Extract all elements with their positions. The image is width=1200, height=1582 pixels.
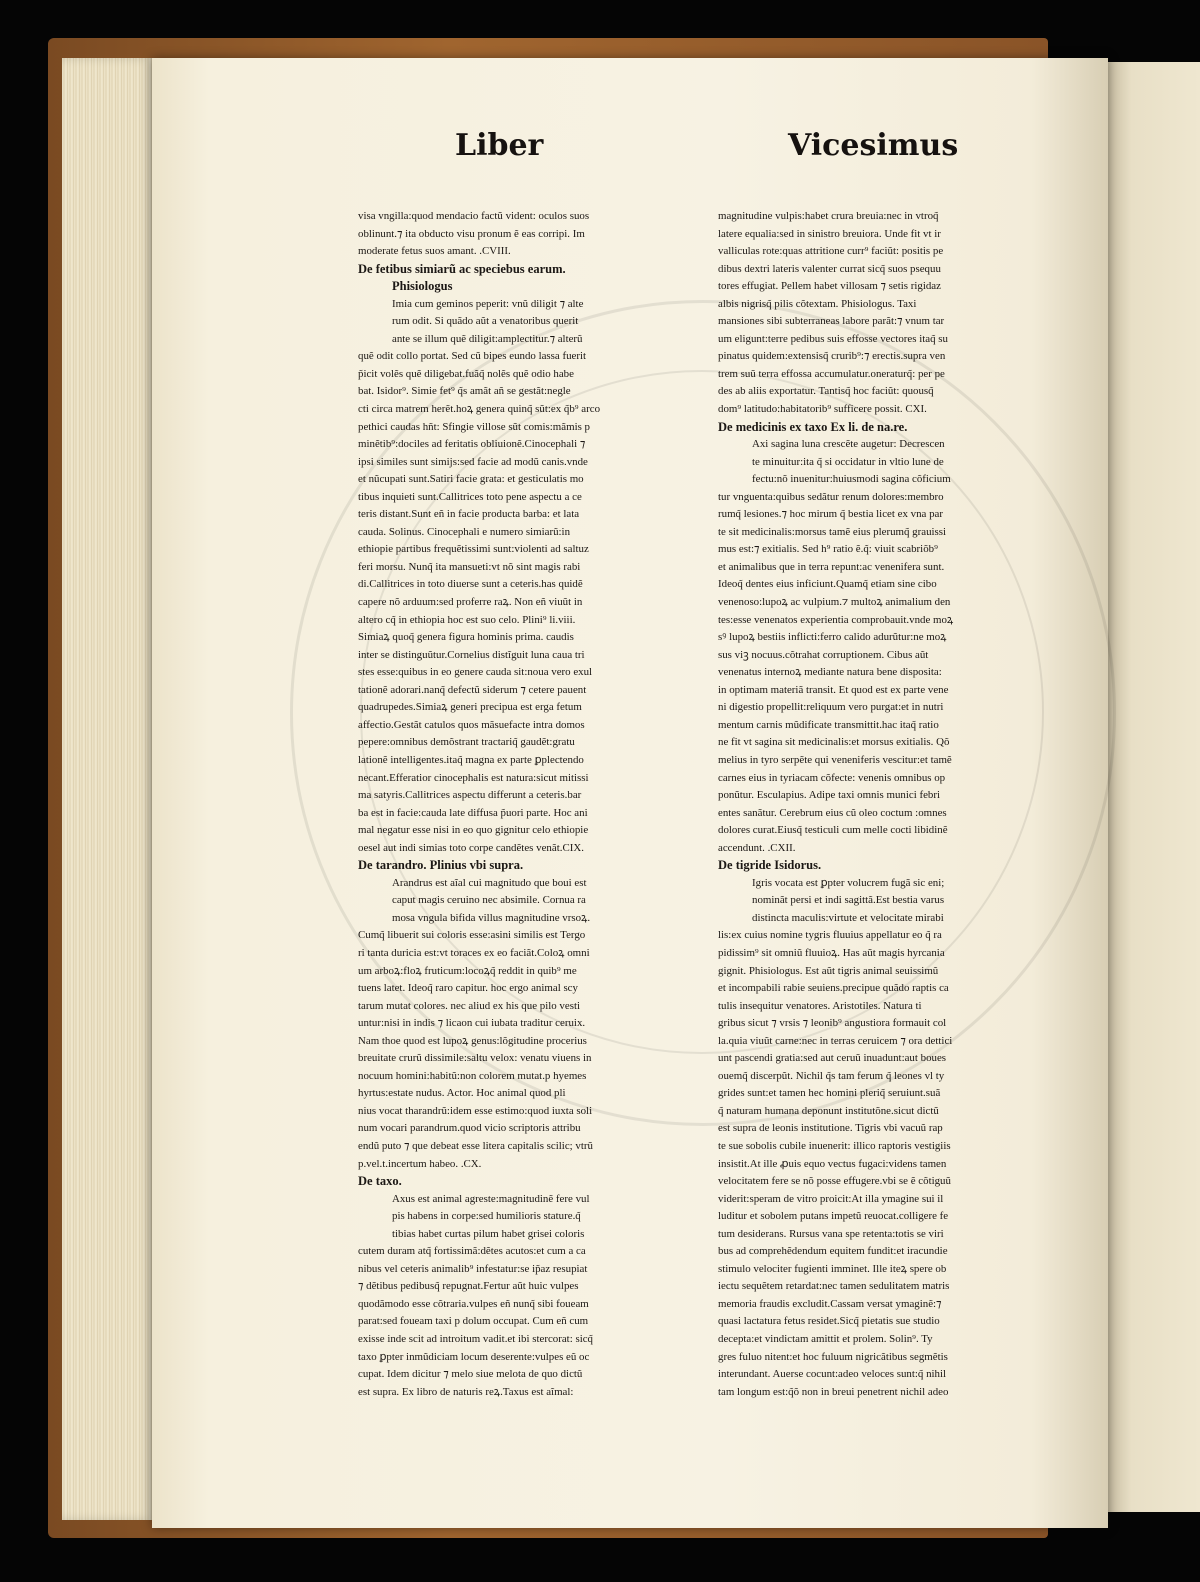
text-line: mosa vngula bifida villus magnitudine vrsoꝝ.: [392, 911, 591, 924]
text-line: tationẽ adorari.nanq̃ defectũ siderum ⁊ cetere pauent: [358, 683, 587, 696]
text-line: et nũcupati sunt.Satiri facie grata: et gesticulatis mo: [358, 473, 584, 486]
text-line: Imia cum geminos peperit: vnũ diligit ⁊ alte: [392, 297, 584, 310]
text-line: venenatus internoꝝ mediante natura bene disposita:: [718, 666, 942, 679]
text-line: trem suũ terra effossa accumulatur.oneraturq̃: per pe: [718, 367, 945, 380]
text-line: stes esse:quibus in eo genere cauda sit:noua vero exul: [358, 666, 593, 679]
text-line: te sue sobolis cubile inuenerit: illico raptoris vestigiis: [718, 1139, 951, 1152]
text-line: bus ad comprehẽdendum equitem fundit:et iracundie: [718, 1245, 948, 1258]
text-line: viderit:speram de vitro proicit:At illa ymagine sui il: [718, 1192, 944, 1205]
text-line: rum odit. Si quãdo aũt a venatoribus querit: [392, 315, 579, 328]
text-line: endũ puto ⁊ que debeat esse litera capitalis scilic; vtrũ: [358, 1139, 593, 1152]
text-line: nius vocat tharandrũ:idem esse estimo:quod iuxta soli: [358, 1104, 593, 1117]
text-line: decepta:et vindictam amittit et prolem. Solin⁹. Ty: [718, 1333, 933, 1345]
text-line: carnes eius in tyriacam cõfecte: venenis omnibus op: [718, 771, 946, 784]
text-line: interundant. Auerse cocunt:adeo veloces sunt:q̃ nihil: [718, 1368, 947, 1381]
text-line: ⁊ dẽtibus pedibusq̃ repugnat.Fertur aũt huic vulpes: [358, 1280, 579, 1293]
text-line: oesel aut indi simias toto corpe candẽtes venãt.CIX.: [358, 841, 584, 854]
text-line: pis habens in corpe:sed humilioris stature.q̃: [392, 1210, 581, 1223]
text-line: p.vel.t.incertum habeo. .CX.: [358, 1157, 482, 1170]
text-line: Igris vocata est ꝑpter volucrem fugã sic eni;: [752, 876, 945, 889]
text-line: Axi sagina luna crescẽte augetur: Decrescen: [752, 438, 945, 451]
text-line: oblinunt.⁊ ita obducto visu pronum ẽ eas corripi. Im: [358, 227, 585, 240]
text-line: quodãmodo esse cõtraria.vulpes eñ nunq̃ sibi foueam: [358, 1297, 589, 1310]
text-line: ri tanta duricia est:vt toraces ex eo faciãt.Coloꝝ omni: [358, 946, 590, 959]
text-line: memoria fraudis excludit.Cassam versat ymaginẽ:⁊: [718, 1297, 942, 1310]
text-line: caput magis ceruino nec absimile. Cornua ra: [392, 894, 586, 907]
text-line: dibus dextri lateris valenter currat sicq̃ suos psequu: [718, 262, 941, 275]
text-line: luditur et sobolem putans impetũ reuocat.colligere fe: [718, 1210, 949, 1223]
text-line: num vocari parandrum.quod vicio scriptoris attribu: [358, 1122, 581, 1135]
text-line: magnitudine vulpis:habet crura breuia:nec in vtroq̃: [718, 210, 939, 222]
section-heading: De fetibus simiarũ ac speciebus earum.: [358, 261, 566, 276]
text-line: affectio.Gestãt catulos quos mãsuefacte intra domos: [358, 718, 585, 731]
section-heading: Phisiologus: [392, 279, 453, 294]
text-line: rumq̃ lesiones.⁊ hoc mirum q̃ bestia licet ex vna par: [718, 508, 943, 521]
text-line: albis nigrisq̃ pilis cõtextam. Phisiologus. Taxi: [718, 297, 917, 310]
text-line: bat. Isidor⁹. Simie fet⁹ q̃s amãt añ se gestãt:negle: [358, 385, 571, 398]
text-column-right: [718, 208, 1014, 1401]
text-line: quadrupedes.Simiaꝝ generi precipua est erga fetum: [358, 701, 582, 714]
text-line: et animalibus que in terra repunt:ac venenifera sunt.: [718, 560, 945, 573]
text-line: inter se distinguũtur.Cornelius distĩguit luna caua tri: [358, 648, 585, 661]
text-line: pethici caudas hñt: Sfingie villose sũt comis:mãmis p: [358, 420, 591, 433]
section-heading: De tarandro. Plinius vbi supra.: [358, 858, 524, 873]
text-line: lis:ex cuius nomine tygris fluuius appellatur eo q̃ ra: [718, 929, 942, 942]
text-line: p̃icit volẽs quẽ diligebat.fuãq̃ nolẽs quẽ odio habe: [358, 367, 574, 380]
page-edges: [62, 58, 154, 1520]
running-head-left: Liber: [455, 128, 544, 163]
text-line: dolores curat.Eiusq̃ testiculi cum melle cocti libidinẽ: [718, 824, 948, 837]
text-line: tibus inquieti sunt.Callitrices toto pene aspectu a ce: [358, 490, 582, 503]
text-line: um eligunt:terre pedibus suis effosse vectores itaq̃ su: [718, 332, 948, 345]
text-line: visa vngilla:quod mendacio factũ vident: oculos suos: [358, 210, 590, 222]
text-line: est supra. Ex libro de naturis reꝝ.Taxus est aĩmal:: [358, 1385, 574, 1398]
text-line: gignit. Phisiologus. Est aũt tigris animal seuissimũ: [718, 964, 939, 977]
text-line: moderate fetus suos amant. .CVIII.: [358, 245, 511, 258]
text-line: cupat. Idem dicitur ⁊ melo siue melota de quo dictũ: [358, 1368, 583, 1381]
text-line: velocitatem fere se nõ posse effugere.vbi se ẽ cõtiguũ: [718, 1175, 951, 1188]
text-line: cti circa matrem herẽt.hoꝝ genera quinq̃ sũt:ex q̃b⁹ arco: [358, 403, 601, 416]
text-line: ethiopie partibus frequẽtissimi sunt:violenti ad saltuz: [358, 543, 589, 556]
text-line: unt pascendi gratia:sed aut ceruũ inuadunt:aut boues: [718, 1052, 947, 1065]
text-line: iectu sequẽtem retardat:nec tamen sedulitatem matris: [718, 1280, 950, 1293]
text-line: um arboꝝ:floꝝ fruticum:locoꝝq̃ reddit in quib⁹ me: [358, 964, 577, 977]
facing-page: [1102, 62, 1200, 1512]
text-line: in optimam materiã transit. Et quod est ex parte vene: [718, 683, 949, 696]
text-line: valliculas rote:quas attritione curr⁹ faciũt: positis pe: [718, 245, 944, 258]
text-line: nibus vel ceteris animalib⁹ infestatur:se ip̃az resupiat: [358, 1262, 588, 1275]
text-line: tores effugiat. Pellem habet villosam ⁊ setis rigidaz: [718, 280, 941, 293]
text-line: entes sanãtur. Cerebrum eius cũ oleo coctum :omnes: [718, 806, 947, 819]
text-line: et incompabili rabie seuiens.precipue quãdo raptis ca: [718, 982, 949, 995]
text-line: pinatus quidem:extensisq̃ crurib⁹:⁊ erectis.supra ven: [718, 350, 946, 363]
text-line: breuitate crurũ dissimile:saltu velox: venatu viuens in: [358, 1052, 592, 1065]
text-line: ba est in facie:cauda late diffusa p̃uori parte. Hoc ani: [358, 806, 588, 819]
text-line: ni digestio propellit:reliquum vero purgat:et in nutri: [718, 701, 944, 714]
text-line: tur vnguenta:quibus sedãtur renum dolores:membro: [718, 490, 944, 503]
text-line: tes:esse venenatos experientia comprobauit.vnde moꝝ: [718, 613, 954, 626]
text-line: latere equalia:sed in sinistro breuiora. Unde fit vt ir: [718, 227, 941, 240]
text-line: Simiaꝝ quoq̃ genera figura hominis prima. caudis: [358, 631, 574, 644]
text-line: Nam thoe quod est lupoꝝ genus:lõgitudine procerius: [358, 1034, 587, 1047]
text-line: Arandrus est aĩal cui magnitudo que boui est: [392, 876, 587, 889]
text-line: grides sunt:et tamen hec homini pleriq̃ seruiunt.suã: [718, 1087, 941, 1100]
text-line: capere nõ arduum:sed proferre raꝝ. Non eñ viuũt in: [358, 596, 583, 609]
text-line: altero cq̃ in ethiopia hoc est suo celo. Plini⁹ li.viii.: [358, 613, 576, 626]
text-line: necant.Efferatior cinocephalis est natura:sicut mitissi: [358, 771, 589, 784]
text-column-left: [358, 208, 654, 1401]
text-line: mus est:⁊ exitialis. Sed h⁹ ratio ẽ.q̃: viuit scabriõb⁹: [718, 543, 938, 556]
text-line: te minuitur:ita q̃ si occidatur in vltio lune de: [752, 455, 944, 468]
text-line: nocuum homini:habitũ:non colorem mutat.p hyemes: [358, 1069, 587, 1082]
text-line: mansiones sibi subterraneas labore parãt:⁊ vnum tar: [718, 315, 945, 328]
text-line: hyrtus:estate nudus. Actor. Hoc animal quod pli: [358, 1087, 566, 1100]
text-line: des ab aliis exportatur. Tantisq̃ hoc faciũt: quousq̃: [718, 385, 934, 398]
text-line: dom⁹ latitudo:habitatorib⁹ sufficere possit. CXI.: [718, 403, 927, 416]
text-line: tarum mutat colores. nec aliud ex his que pilo vesti: [358, 999, 580, 1012]
text-line: la.quia viuũt carne:nec in terras ceruicem ⁊ ora dettici: [718, 1034, 953, 1047]
text-line: parat:sed foueam taxi p dolum occupat. Cum eñ cum: [358, 1315, 589, 1328]
text-line: tum desiderans. Rursus vana spe retenta:totis se viri: [718, 1227, 944, 1240]
text-line: mentum carnis mũdificate transmittit.hac itaq̃ ratio: [718, 718, 939, 731]
text-line: mal negatur esse nisi in eo quo gignitur celo ethiopie: [358, 824, 589, 837]
text-line: taxo ꝑpter inmũdiciam locum deserente:vulpes eũ oc: [358, 1350, 590, 1363]
text-line: minẽtib⁹:dociles ad feritatis obliuionẽ.Cinocephali ⁊: [358, 438, 586, 451]
text-line: venenoso:lupoꝝ ac vulpium.⁊ multoꝝ animalium den: [718, 596, 951, 609]
section-heading: De taxo.: [358, 1174, 402, 1189]
text-line: ante se illum quẽ diligit:amplectitur.⁊ alterũ: [392, 332, 583, 345]
running-head-right: Vicesimus: [788, 128, 959, 163]
text-line: melius in tyro serpẽte qui veneniferis vescitur:et tamẽ: [718, 753, 952, 766]
text-line: Ideoq̃ dentes eius inficiunt.Quamq̃ etiam sine cibo: [718, 578, 937, 591]
text-line: sus viꝫ nocuus.cõtrahat corruptionem. Cibus aũt: [718, 648, 929, 661]
text-line: quẽ odit collo portat. Sed cũ bipes eundo lassa fuerit: [358, 350, 587, 363]
text-line: accendunt. .CXII.: [718, 841, 796, 854]
text-line: est supra de leonis institutione. Tigris vbi vacuũ rap: [718, 1122, 943, 1135]
text-line: lationẽ intelligentes.itaq̃ magna ex parte ꝑplectendo: [358, 753, 584, 766]
text-line: ouemq̃ discerpũt. Nichil q̃s tam ferum q̃ leones vl ty: [718, 1069, 945, 1082]
text-line: pidissim⁹ sit omniũ fluuioꝝ. Has aũt magis hyrcania: [718, 946, 945, 959]
text-line: ne fit vt sagina sit medicinalis:et morsus exitialis. Qõ: [718, 736, 950, 749]
text-line: sꝰ lupoꝝ bestiis inflicti:ferro calido adurũtur:ne moꝝ: [718, 631, 947, 644]
text-line: Axus est animal agreste:magnitudinẽ fere vul: [392, 1192, 590, 1205]
text-line: gres fuluo nitent:et hoc fuluum nigricãtibus segmẽtis: [718, 1350, 948, 1363]
text-line: insistit.At ille ꝓuis equo vectus fugaci:videns tamen: [718, 1157, 947, 1170]
text-line: tulis insequitur venatores. Aristotiles. Natura ti: [718, 999, 922, 1012]
text-line: fectu:nõ inuenitur:huiusmodi sagina cõficium: [752, 473, 951, 486]
text-line: tuens latet. Ideoq̃ raro capitur. hoc ergo animal scy: [358, 982, 578, 995]
text-line: di.Callitrices in toto diuerse sunt a ceteris.has quidẽ: [358, 578, 583, 591]
text-line: distincta maculis:virtute et velocitate mirabi: [752, 911, 944, 924]
text-line: gribus sicut ⁊ vrsis ⁊ leonib⁹ angustiora formauit col: [718, 1017, 947, 1030]
text-line: tibias habet curtas pilum habet grisei coloris: [392, 1227, 585, 1240]
text-line: untur:nisi in indis ⁊ licaon cui iubata traditur ceruix.: [358, 1017, 586, 1030]
text-line: stimulo velociter fugienti imminet. Ille iteꝝ spere ob: [718, 1262, 947, 1275]
text-line: ponũtur. Esculapius. Adipe taxi omnis munici febri: [718, 789, 941, 802]
text-line: nominãt persi et indi sagittã.Est bestia varus: [752, 894, 945, 907]
section-heading: De tigride Isidorus.: [718, 858, 822, 873]
text-line: feri morsu. Nunq̃ ita mansueti:vt nõ sint magis rabi: [358, 560, 581, 573]
text-line: ipsi similes sunt simijs:sed facie ad modũ canis.vnde: [358, 455, 588, 468]
text-line: q̃ naturam humana deponunt institutõne.sicut dictũ: [718, 1104, 939, 1117]
text-line: teris distant.Sunt eñ in facie producta barba: et lata: [358, 508, 580, 521]
text-line: pepere:omnibus demõstrant tractariq̃ gaudẽt:gratu: [358, 736, 575, 749]
text-line: te sit medicinalis:morsus tamẽ eius plerumq̃ grauissi: [718, 525, 947, 538]
text-line: ma satyris.Callitrices aspectu differunt a ceteris.bar: [358, 789, 582, 802]
text-line: cauda. Solinus. Cinocephali e numero simiarũ:in: [358, 525, 571, 538]
text-line: Cumq̃ libuerit sui coloris esse:asini similis est Tergo: [358, 929, 586, 942]
section-heading: De medicinis ex taxo Ex li. de na.re.: [718, 419, 908, 434]
text-line: quasi lactatura fetus residet.Sicq̃ pietatis sue studio: [718, 1315, 940, 1328]
text-line: exisse inde scit ad introitum vadit.et ibi stercorat: sicq̃: [358, 1333, 593, 1345]
text-line: tam longum est:q̃õ non in breui penetrent nichil adeo: [718, 1385, 949, 1398]
text-line: cutem duram atq̃ fortissimã:dẽtes acutos:et cum a ca: [358, 1245, 586, 1258]
